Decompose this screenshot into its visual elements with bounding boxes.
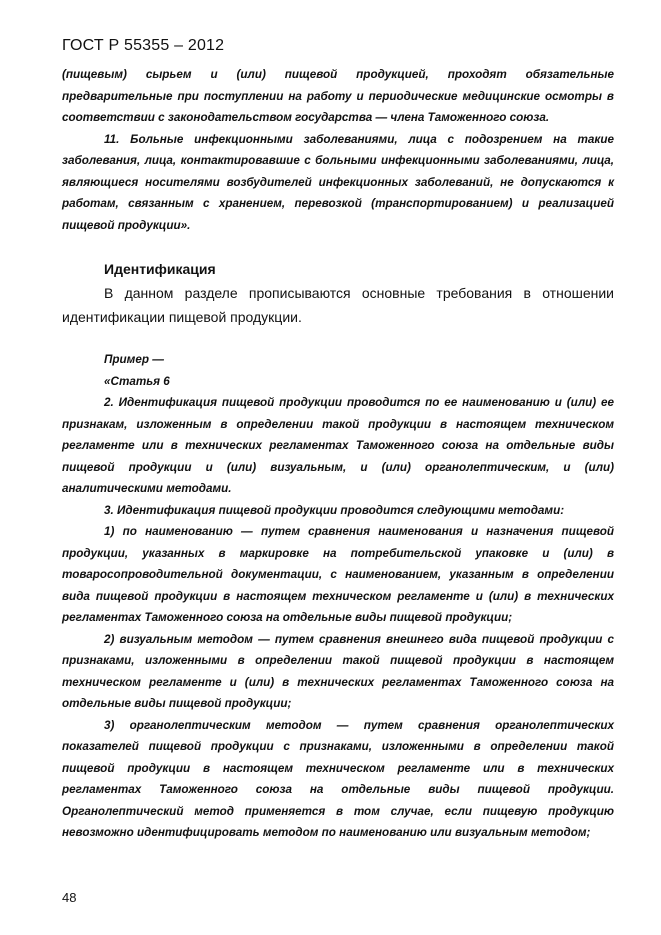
section-heading: Идентификация	[104, 261, 216, 277]
document-header: ГОСТ Р 55355 – 2012	[62, 37, 225, 54]
page-number: 48	[62, 890, 77, 905]
example-paragraph: 1) по наименованию — путем сравнения наименования и назначения пищевой продукции, указанных в маркировке на потребительской упаковке и (или) в товаросопроводительной документации, с наименованием, указанным в определении вида пищевой продукции в настоящем техническом регламенте и (или) в технических регламентах Таможенного союза на отдельные виды пищевой продукции;	[62, 525, 614, 624]
page-content	[62, 64, 614, 844]
example-paragraph: 3) органолептическим методом — путем сравнения органолептических показателей пищевой продукции с признаками, изложенными в определении такой пищевой продукции в настоящем техническом регламенте или в технических регламентах Таможенного союза на отдельные виды пищевой продукции. Органолептический метод применяется в том случае, если пищевую продукцию невозможно идентифицировать методом по наименованию или визуальным методом;	[62, 718, 614, 839]
quote-paragraph: (пищевым) сырьем и (или) пищевой продукцией, проходят обязательные предварительные при поступлении на работу и периодические медицинские осмотры в соответствии с законодательством государства — члена Таможенного союза.	[62, 68, 614, 124]
section-body: В данном разделе прописываются основные требования в отношении идентификации пищевой продукции.	[62, 285, 614, 325]
example-paragraph: 3. Идентификация пищевой продукции проводится следующими методами:	[104, 503, 565, 517]
example-paragraph: 2. Идентификация пищевой продукции проводится по ее наименованию и (или) ее признакам, изложенным в определении такой продукции в настоящем техническом регламенте или в технических регламентах Таможенного союза на отдельные виды пищевой продукции и (или) визуальным, и (или) органолептическим, и (или) аналитическими методами.	[62, 396, 614, 495]
quote-paragraph: 11. Больные инфекционными заболеваниями, лица с подозрением на такие заболевания, лица, контактировавшие с больными инфекционными заболеваниями, лица, являющиеся носителями возбудителей инфекционных заболеваний, не допускаются к работам, связанным с хранением, перевозкой (транспортированием) и реализацией пищевой продукции».	[62, 132, 614, 232]
example-label: Пример —	[104, 353, 164, 366]
example-paragraph: 2) визуальным методом — путем сравнения внешнего вида пищевой продукции с признаками, изложенными в определении такой пищевой продукции в настоящем техническом регламенте и (или) в технических регламентах Таможенного союза на отдельные виды пищевой продукции;	[62, 632, 614, 710]
example-article: «Статья 6	[104, 374, 170, 388]
